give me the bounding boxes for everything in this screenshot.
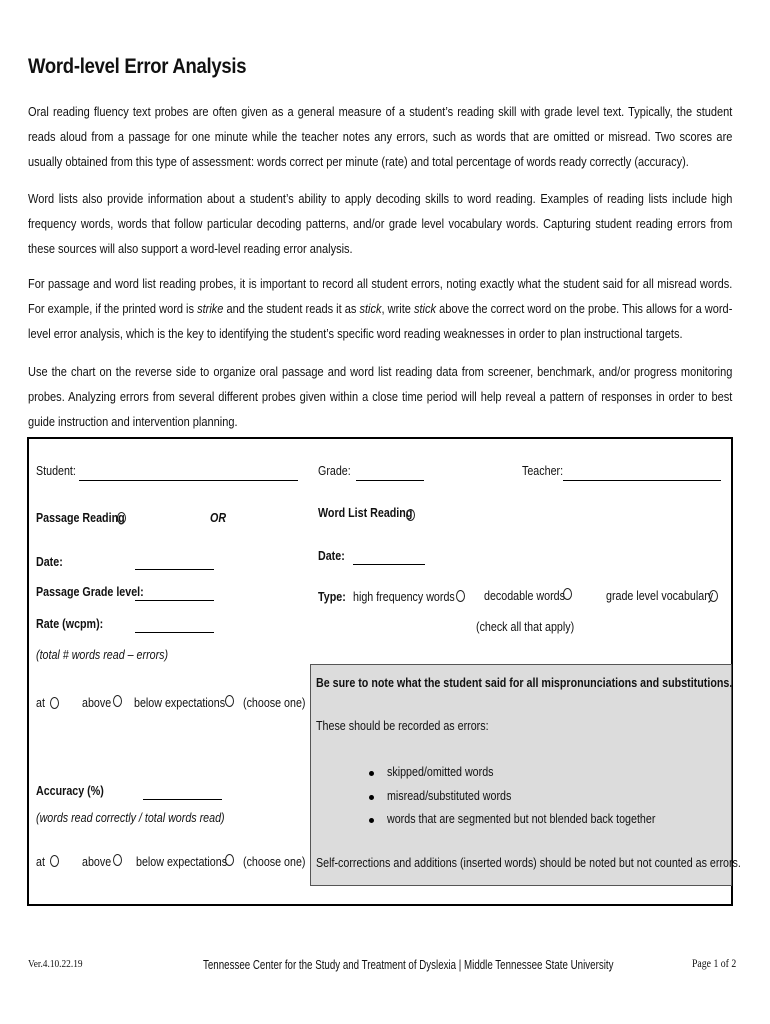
guidance-closing: Self-corrections and additions (inserted words) should be noted but not counted as errors. bbox=[316, 856, 741, 870]
grade-label: Grade: bbox=[318, 464, 351, 478]
p3-word-stick-2: stick bbox=[413, 302, 437, 316]
type-high-frequency-label: high frequency words bbox=[353, 590, 455, 604]
rate-at-radio[interactable] bbox=[50, 697, 59, 709]
rate-below-label: below expectations bbox=[134, 696, 226, 710]
rate-field[interactable] bbox=[135, 632, 214, 633]
passage-date-field[interactable] bbox=[135, 569, 214, 570]
rate-label: Rate (wcpm): bbox=[36, 617, 104, 631]
accuracy-field[interactable] bbox=[143, 799, 222, 800]
page-title: Word-level Error Analysis bbox=[28, 55, 247, 78]
accuracy-formula-note: (words read correctly / total words read) bbox=[36, 811, 225, 825]
type-high-frequency-radio[interactable] bbox=[456, 590, 465, 602]
footer-institution: Tennessee Center for the Study and Treatment of Dyslexia | Middle Tennessee State University bbox=[203, 958, 614, 972]
teacher-label: Teacher: bbox=[522, 464, 564, 478]
accuracy-above-radio[interactable] bbox=[113, 854, 122, 866]
word-list-date-field[interactable] bbox=[353, 564, 425, 565]
passage-reading-label: Passage Reading bbox=[36, 511, 125, 525]
type-label: Type: bbox=[318, 590, 346, 604]
rate-above-radio[interactable] bbox=[113, 695, 122, 707]
p3-text-d: above the correct word on the probe. This allows for a word-level error analysis, which is the key to identifying the student’s specific word reading weaknesses in order to plan instructional targets. bbox=[28, 302, 733, 341]
bullet-icon bbox=[369, 771, 374, 776]
intro-paragraph-4: Use the chart on the reverse side to organize oral passage and word list reading data from screener, benchmark, and/or progress monitoring probes. Analyzing errors from several different probes given within a close time period will help reveal a pattern of responses in order to best guide instruction and intervention planning. bbox=[28, 365, 733, 429]
or-label: OR bbox=[210, 511, 227, 525]
p3-text-b: and the student reads it as bbox=[223, 302, 360, 316]
footer-page-number: Page 1 of 2 bbox=[692, 958, 737, 970]
p3-word-strike: strike bbox=[197, 302, 224, 316]
accuracy-label: Accuracy (%) bbox=[36, 784, 104, 798]
rate-formula-note: (total # words read – errors) bbox=[36, 648, 169, 662]
accuracy-at-label: at bbox=[36, 855, 45, 869]
passage-grade-level-label: Passage Grade level: bbox=[36, 585, 144, 599]
guidance-bullet-1: skipped/omitted words bbox=[387, 765, 494, 779]
p3-text-a: For passage and word list reading probes, it is important to record all student errors, noting exactly what the student said for all misread words. For example, if the printed word is bbox=[28, 277, 733, 316]
intro-paragraph-2: Word lists also provide information about a student’s ability to apply decoding skills to word reading. Examples of reading lists include high frequency words, words that follow particular decoding patterns, and/or grade level vocabulary words. Capturing student reading errors from these sources will also support a word-level reading error analysis. bbox=[28, 192, 733, 256]
passage-grade-level-field[interactable] bbox=[135, 600, 214, 601]
rate-choose-one: (choose one) bbox=[243, 696, 306, 710]
passage-reading-radio[interactable] bbox=[117, 512, 126, 524]
p3-text-c: , write bbox=[381, 302, 414, 316]
intro-paragraph-1: Oral reading fluency text probes are often given as a general measure of a student’s reading skill with grade level text. Typically, the student reads aloud from a passage for one minute while the teacher notes any errors, such as words that are omitted or misread. Two scores are usually obtained from this type of assessment: words correct per minute (rate) and total percentage of words ready correctly (accuracy). bbox=[28, 105, 733, 169]
accuracy-above-label: above bbox=[82, 855, 112, 869]
accuracy-below-label: below expectations bbox=[136, 855, 228, 869]
rate-at-label: at bbox=[36, 696, 45, 710]
grade-field[interactable] bbox=[356, 480, 424, 481]
guidance-intro: These should be recorded as errors: bbox=[316, 719, 489, 733]
type-decodable-label: decodable words bbox=[484, 589, 565, 603]
type-decodable-radio[interactable] bbox=[563, 588, 572, 600]
footer-version: Ver.4.10.22.19 bbox=[28, 958, 83, 970]
guidance-bullet-3: words that are segmented but not blended back together bbox=[387, 812, 656, 826]
word-list-date-label: Date: bbox=[318, 549, 345, 563]
accuracy-at-radio[interactable] bbox=[50, 855, 59, 867]
word-list-reading-radio[interactable] bbox=[406, 509, 415, 521]
accuracy-below-radio[interactable] bbox=[225, 854, 234, 866]
passage-date-label: Date: bbox=[36, 555, 63, 569]
rate-below-radio[interactable] bbox=[225, 695, 234, 707]
check-all-note: (check all that apply) bbox=[476, 620, 575, 634]
p3-word-stick: stick bbox=[359, 302, 382, 316]
guidance-bullet-2: misread/substituted words bbox=[387, 789, 512, 803]
type-grade-vocab-label: grade level vocabulary bbox=[606, 589, 714, 603]
bullet-icon bbox=[369, 818, 374, 823]
intro-paragraph-3 bbox=[28, 272, 732, 347]
guidance-heading: Be sure to note what the student said for all mispronunciations and substitutions. bbox=[316, 676, 733, 690]
bullet-icon bbox=[369, 795, 374, 800]
word-list-reading-label: Word List Reading bbox=[318, 506, 413, 520]
student-label: Student: bbox=[36, 464, 76, 478]
rate-above-label: above bbox=[82, 696, 112, 710]
teacher-field[interactable] bbox=[563, 480, 721, 481]
type-grade-vocab-radio[interactable] bbox=[709, 590, 718, 602]
accuracy-choose-one: (choose one) bbox=[243, 855, 306, 869]
student-field[interactable] bbox=[79, 480, 298, 481]
